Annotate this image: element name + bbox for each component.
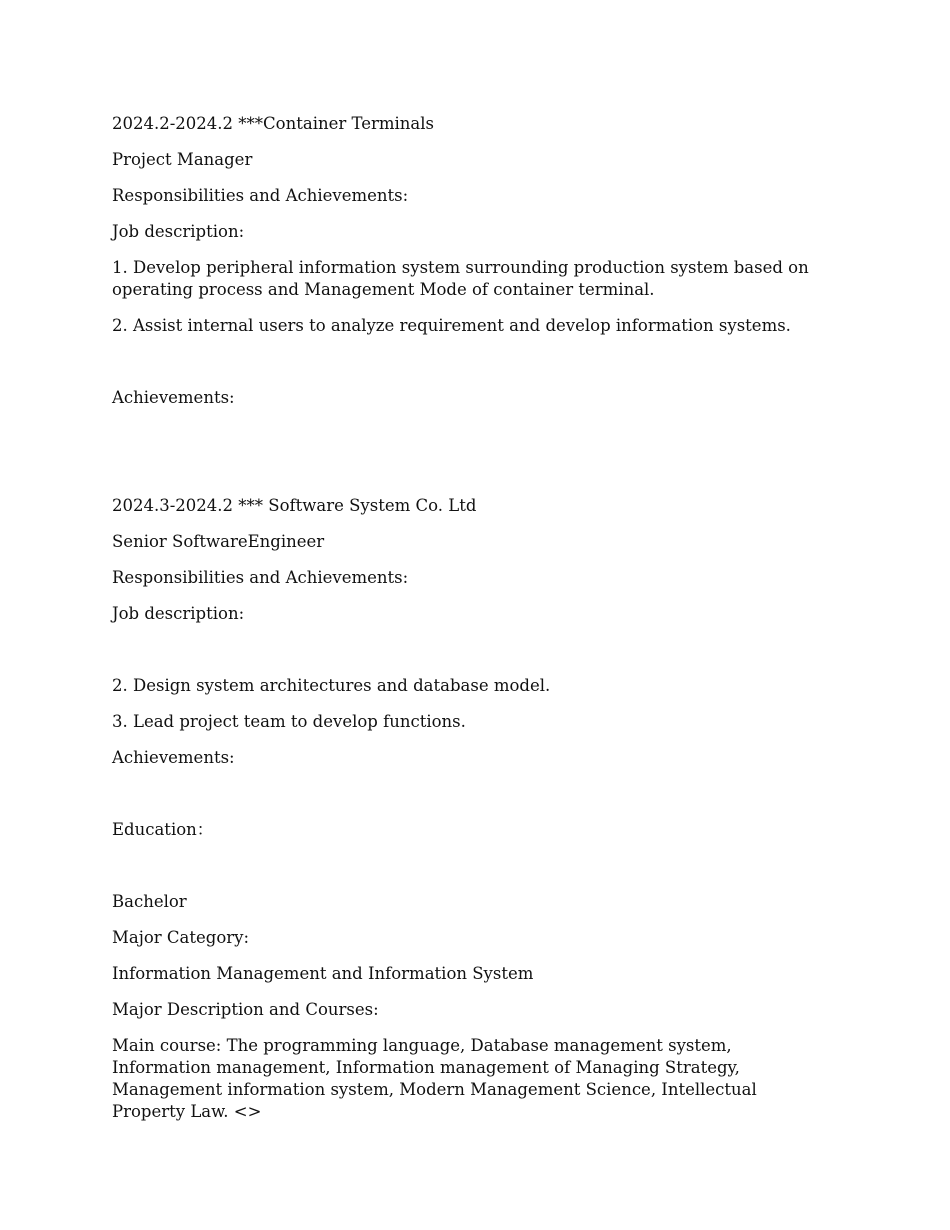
education-degree: Bachelor	[112, 892, 187, 911]
job1-achievements-heading: Achievements:	[112, 388, 235, 407]
job1-responsibilities-heading: Responsibilities and Achievements:	[112, 186, 409, 205]
job2-period-company: 2024.3-2024.2 *** Software System Co. Ltd	[112, 496, 477, 515]
document-page	[112, 113, 832, 1137]
blank-line	[112, 351, 832, 387]
blank-line	[112, 855, 832, 891]
major-category-label: Major Category:	[112, 928, 250, 947]
job1-item-2: 2. Assist internal users to analyze requirement and develop information systems.	[112, 316, 791, 335]
job1-item-1: 1. Develop peripheral information system surrounding production system based on operating process and Management Mode of container terminal.	[112, 258, 814, 299]
job2-item-3: 3. Lead project team to develop functions.	[112, 712, 466, 731]
job2-job-description-heading: Job description:	[112, 604, 245, 623]
job2-title: Senior SoftwareEngineer	[112, 532, 325, 551]
job1-title: Project Manager	[112, 150, 253, 169]
blank-line	[112, 783, 832, 819]
job1-period-company: 2024.2-2024.2 ***Container Terminals	[112, 114, 434, 133]
main-courses: Main course: The programming language, Database management system, Information management, Information management of Managing Strategy, Management information system, Modern Management Science, Intellectual Property Law. <>	[112, 1036, 763, 1121]
major-category-value: Information Management and Information System	[112, 964, 534, 983]
job2-responsibilities-heading: Responsibilities and Achievements:	[112, 568, 409, 587]
job2-item-2: 2. Design system architectures and database model.	[112, 676, 551, 695]
job1-job-description-heading: Job description:	[112, 222, 245, 241]
blank-line	[112, 639, 832, 675]
education-heading: Education：	[112, 820, 214, 839]
major-description-label: Major Description and Courses:	[112, 1000, 379, 1019]
blank-lines	[112, 423, 832, 495]
job2-achievements-heading: Achievements:	[112, 748, 235, 767]
